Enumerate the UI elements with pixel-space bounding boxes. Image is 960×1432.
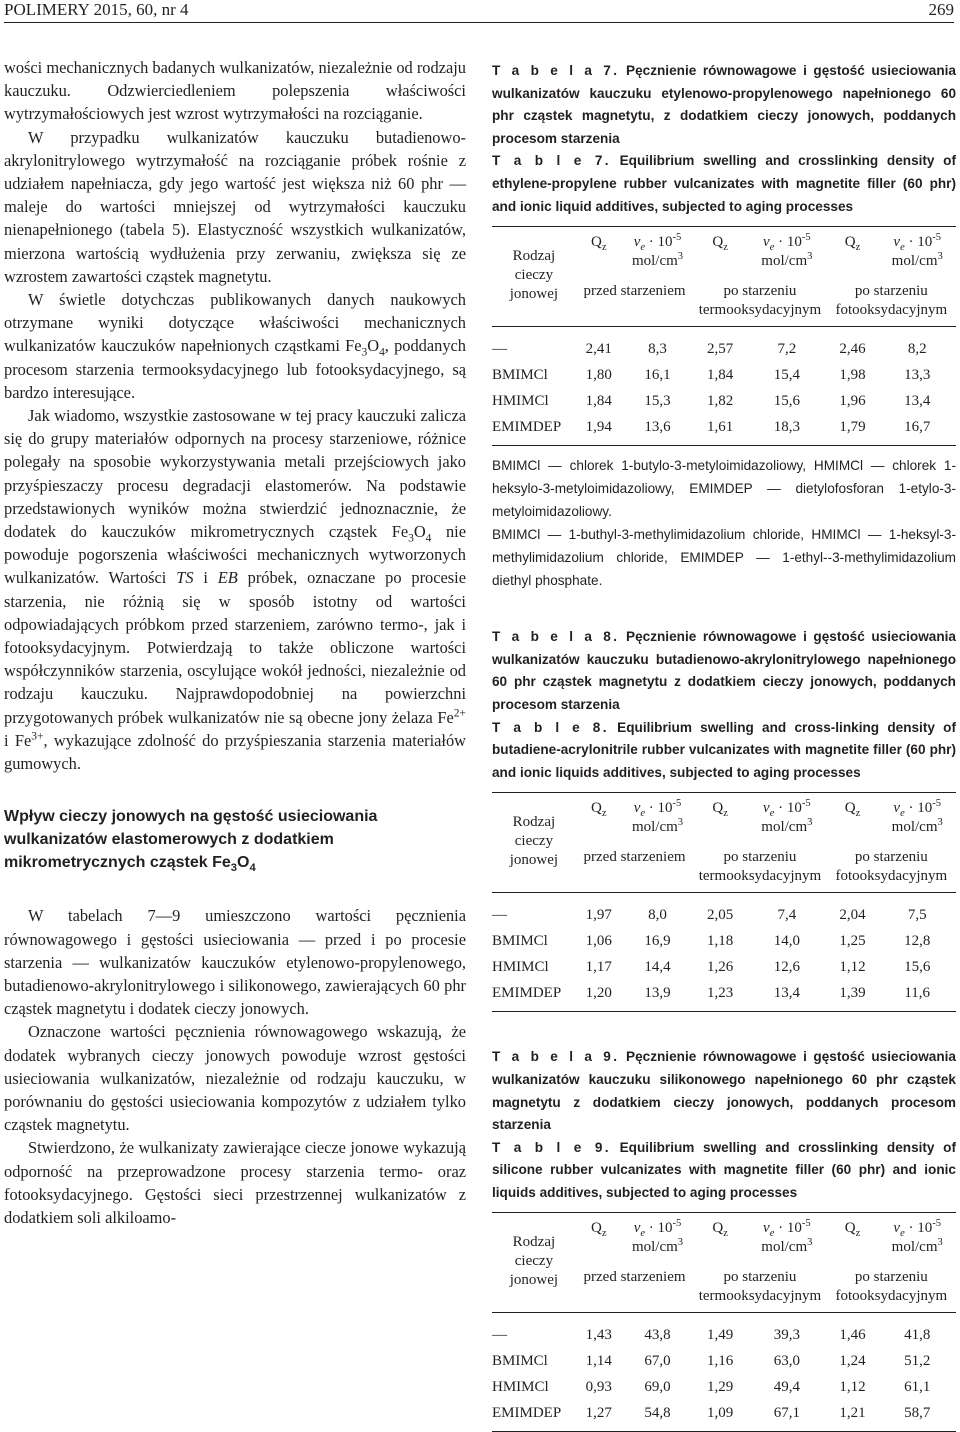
- running-header: [4, 0, 954, 23]
- table-cell: 51,2: [904, 1353, 931, 1370]
- table-cell: 15,6: [773, 393, 800, 410]
- table-cell: 8,0: [648, 907, 667, 924]
- col-group-photo: po starzeniu fotooksydacyjnym: [835, 283, 948, 319]
- col-header-ve-before: $v_e \cdot 10^{-5}$ mol/$cm^3$: [631, 798, 684, 836]
- section-heading: Wpływ cieczy jonowych na gęstość usieciowania wulkanizatów elastomerowych z dodatkiem mikrometrycznych cząstek $Fe_3O_4$: [4, 808, 378, 875]
- col-group-thermo: po starzeniu termooksydacyjnym: [698, 283, 822, 319]
- row-label: BMIMCl: [492, 367, 548, 384]
- table-cell: 1,97: [585, 907, 612, 924]
- right-column: [492, 60, 956, 1432]
- table9-caption-en: T a b l e 9. Equilibrium swelling and crosslinking density of silicone rubber vulcanizates with magnetite filler (60 phr) and ionic liquids additives, subjected to aging processes: [492, 1139, 956, 1200]
- table-row: [492, 388, 956, 414]
- table9-caption-pl: T a b e l a 9. Pęcznienie równowagowe i gęstość usieciowania wulkanizatów kauczuku silikonowego napełnionego 60 phr cząstek magnetytu z dodatkiem cieczy jonowych, poddanych procesom starzenia: [492, 1049, 956, 1133]
- row-label: —: [492, 341, 507, 358]
- paragraph-5: W tabelach 7—9 umieszczono wartości pęcznienia równowagowego i gęstości usieciowania — przed i po procesie starzenia — wulkanizatów kauczuków etylenowo-propylenowego, butadienowo-akrylonitrylowego i silikonowego, zawierających 60 phr cząstek magnetytu i dodatek cieczy jonowych.: [4, 906, 466, 1019]
- table-row: [492, 362, 956, 388]
- table8-caption-en: T a b l e 8. Equilibrium swelling and cross-linking density of butadiene-acrylonitrile rubber vulcanizates with magnetite filler (60 phr) and ionic liquids additives, subjected to aging processes: [492, 719, 957, 780]
- table-cell: 1,06: [585, 933, 612, 950]
- table-cell: 43,8: [644, 1327, 671, 1344]
- table7-caption-en: T a b l e 7. Equilibrium swelling and crosslinking density of ethylene-propylene rubber vulcanizates with magnetite filler (60 phr) and ionic liquid additives, subjected to aging processes: [492, 153, 956, 214]
- table-cell: 15,6: [904, 959, 931, 976]
- table7-footnote-en: BMIMCl — 1-buthyl-3-methylimidazolium chloride, HMIMCl — 1-heksyl-3-methylimidazolium chloride, EMIMDEP — 1-ethyl--3-methylimidazolium diethyl phosphate.: [492, 527, 956, 589]
- row-label: BMIMCl: [492, 933, 548, 950]
- table-cell: 1,18: [706, 933, 734, 950]
- table-cell: 2,57: [706, 341, 734, 358]
- row-label: —: [492, 1327, 507, 1344]
- table-cell: 2,41: [585, 341, 612, 358]
- table-cell: 1,12: [839, 1379, 866, 1396]
- table-cell: 13,4: [773, 985, 800, 1002]
- table-cell: 15,3: [644, 393, 671, 410]
- table9-body: [492, 1313, 956, 1432]
- table8-header: [492, 793, 956, 893]
- col-header-qz-photo: $Q_z$: [844, 1220, 861, 1240]
- col-group-before: przed starzeniem: [583, 1269, 686, 1286]
- table-cell: 1,84: [706, 367, 734, 384]
- table-cell: 11,6: [904, 985, 931, 1002]
- col-group-thermo: po starzeniu termooksydacyjnym: [698, 1269, 822, 1305]
- row-label: HMIMCl: [492, 1379, 549, 1396]
- table-row: [492, 1400, 956, 1432]
- col-header-qz-photo: $Q_z$: [844, 800, 861, 820]
- table7-body: [492, 327, 956, 446]
- row-label: EMIMDEP: [492, 985, 562, 1002]
- row-label: EMIMDEP: [492, 1405, 562, 1422]
- col-header-ve-before: $v_e \cdot 10^{-5}$ mol/$cm^3$: [631, 1218, 684, 1256]
- col-group-photo: po starzeniu fotooksydacyjnym: [835, 1269, 948, 1305]
- table-cell: 1,17: [585, 959, 612, 976]
- table-cell: 16,9: [644, 933, 671, 950]
- paragraph-1: wości mechanicznych badanych wulkanizatów, niezależnie od rodzaju kauczuku. Odzwierciedleniem polepszenia właściwości wytrzymałościowych jest wzrost wytrzymałości na rozciąganie.: [4, 58, 466, 124]
- table-cell: 1,61: [706, 419, 734, 436]
- table-cell: 8,3: [648, 341, 667, 358]
- table-cell: 8,2: [907, 341, 927, 358]
- journal-name: POLIMERY 2015, 60, nr 4: [4, 0, 189, 19]
- table-cell: 14,0: [773, 933, 800, 950]
- table-cell: 49,4: [773, 1379, 800, 1396]
- table-cell: 16,1: [644, 367, 671, 384]
- table-cell: 12,8: [904, 933, 931, 950]
- row-label: BMIMCl: [492, 1353, 548, 1370]
- table9: [492, 1212, 956, 1432]
- table-cell: 63,0: [773, 1353, 800, 1370]
- table7: [492, 226, 956, 446]
- col-header-qz-before: $Q_z$: [591, 1220, 607, 1240]
- table7-caption-pl: T a b e l a 7. Pęcznienie równowagowe i gęstość usieciowania wulkanizatów kauczuku etylenowo-propylenowego napełnionego 60 phr cząstek magnetytu, z dodatkiem cieczy jonowych, poddanych procesom starzenia: [492, 63, 956, 146]
- table-cell: 1,80: [585, 367, 612, 384]
- col-group-thermo: po starzeniu termooksydacyjnym: [698, 849, 822, 885]
- paragraph-3: W świetle dotychczas publikowanych danych naukowych otrzymane wyniki dotyczące właściwości mechanicznych wulkanizatów kauczuków napełnionych cząstkami $Fe_3O_4$, poddanych procesom starzenia termooksydacyjnego lub fotooksydacyjnego, są bardzo interesujące.: [4, 290, 466, 402]
- paragraph-4: Jak wiadomo, wszystkie zastosowane w tej pracy kauczuki zalicza się do grupy materiałów odpornych na procesy starzeniowe, różnice polegały na sposobie wykorzystywania metali przejściowych jako przyśpieszaczy procesu degradacji elastomerów. Na podstawie przedstawionych wyników można stwierdzić jednoznacznie, że dodatek do kauczuków mikrometrycznych cząstek $Fe_3O_4$ nie powoduje pogorszenia właściwości mechanicznych wytworzonych wulkanizatów. Wartości TS i EB próbek, oznaczane po procesie starzenia, nie różnią się w sposób istotny od wartości odpowiadających próbkom przed starzeniem, zarówno termo-, jak i fotooksydacyjnym. Potwierdzają to także obliczone wartości współczynników starzenia, oscylujące wokół jedności, niezależnie od rodzaju kauczuku. Najprawdopodobniej na powierzchni przygotowanych próbek wulkanizatów nie są obecne jony żelaza $Fe^{2+}$ i $Fe^{3+}$, wykazujące zdolność do przyśpieszania starzenia materiałów gumowych.: [4, 406, 466, 774]
- table-cell: 39,3: [773, 1327, 800, 1344]
- table-cell: 1,98: [839, 367, 866, 384]
- header-row: [492, 793, 956, 840]
- table-cell: 7,4: [777, 907, 797, 924]
- table-cell: 1,79: [839, 419, 866, 436]
- table-cell: 1,27: [585, 1405, 612, 1422]
- col-header-qz-thermo: $Q_z$: [712, 234, 728, 254]
- table-cell: 1,12: [839, 959, 866, 976]
- col-group-photo: po starzeniu fotooksydacyjnym: [835, 849, 948, 885]
- table-cell: 1,09: [706, 1405, 734, 1422]
- col-header-ve-before: $v_e \cdot 10^{-5}$ mol/$cm^3$: [631, 232, 684, 270]
- table-cell: 2,46: [839, 341, 866, 358]
- table-cell: 18,3: [773, 419, 800, 436]
- row-label: EMIMDEP: [492, 419, 562, 436]
- table-cell: 1,84: [585, 393, 612, 410]
- table-cell: 13,3: [904, 367, 931, 384]
- table-cell: 67,1: [773, 1405, 800, 1422]
- table-row: [492, 1348, 956, 1374]
- table-cell: 7,2: [777, 341, 797, 358]
- paragraph-2: W przypadku wulkanizatów kauczuku butadienowo-akrylonitrylowego wytrzymałość na rozciąganie próbek rośnie z udziałem napełniacza, gdy jego wartość jest większa niż 60 phr — maleje do wartości mniejszej od wytrzymałości kauczuku nienapełnionego (tabela 5). Elastyczność wszystkich wulkanizatów, mierzona wartością wydłużenia przy zerwaniu, zwiększa się ze wzrostem zawartości cząstek magnetytu.: [4, 127, 466, 286]
- table-row: [492, 414, 956, 446]
- header-row: [492, 1213, 956, 1260]
- table-cell: 2,05: [706, 907, 734, 924]
- table-cell: 1,49: [706, 1327, 734, 1344]
- table-cell: 1,25: [839, 933, 866, 950]
- table-cell: 1,94: [585, 419, 612, 436]
- page-number: 269: [928, 0, 954, 19]
- table-cell: 13,4: [904, 393, 931, 410]
- table-cell: 0,93: [585, 1379, 612, 1396]
- col-header-ionic-liquid: Rodzaj cieczy jonowej: [509, 1234, 559, 1289]
- paragraph-7: Stwierdzono, że wulkanizaty zawierające ciecze jonowe wykazują odporność na przeprowadzone procesy starzenia termo- oraz fotooksydacyjnego. Gęstości sieci przestrzennej wulkanizatów z dodatkiem soli alkiloamo-: [4, 1138, 466, 1227]
- table7-header: [492, 227, 956, 327]
- table-cell: 15,4: [773, 367, 800, 384]
- row-label: HMIMCl: [492, 959, 549, 976]
- row-label: HMIMCl: [492, 393, 549, 410]
- left-column: [4, 56, 466, 1229]
- table-cell: 2,04: [839, 907, 866, 924]
- paragraph-6: Oznaczone wartości pęcznienia równowagowego wskazują, że dodatek wybranych cieczy jonowych powoduje wzrost gęstości usieciowania wulkanizatów, niezależnie od rodzaju kauczuku, w porównaniu do gęstości usieciowania kompozytów z udziałem tylko cząstek magnetytu.: [4, 1022, 466, 1135]
- col-header-ve-photo: $v_e \cdot 10^{-5}$ mol/$cm^3$: [891, 232, 943, 270]
- table-cell: 1,26: [706, 959, 734, 976]
- table-row: [492, 928, 956, 954]
- table-cell: 67,0: [644, 1353, 671, 1370]
- table8-caption-pl: T a b e l a 8. Pęcznienie równowagowe i gęstość usieciowania wulkanizatów kauczuku butadienowo-akrylonitrylowego napełnionego 60 phr cząstek magnetytu z dodatkiem cieczy jonowych, poddanych procesom starzenia: [492, 629, 956, 712]
- table-cell: 1,16: [706, 1353, 734, 1370]
- table-cell: 1,20: [585, 985, 612, 1002]
- col-header-ve-thermo: $v_e \cdot 10^{-5}$ mol/$cm^3$: [761, 798, 813, 836]
- table-cell: 1,23: [706, 985, 734, 1002]
- col-header-qz-before: $Q_z$: [591, 800, 607, 820]
- table-cell: 12,6: [773, 959, 800, 976]
- table-cell: 58,7: [904, 1405, 931, 1422]
- table-cell: 1,24: [839, 1353, 866, 1370]
- col-header-ionic-liquid: Rodzaj cieczy jonowej: [509, 248, 559, 303]
- table-row: [492, 1313, 956, 1349]
- table-cell: 61,1: [904, 1379, 931, 1396]
- table-cell: 1,39: [839, 985, 866, 1002]
- table8-body: [492, 893, 956, 1012]
- table-cell: 1,82: [706, 393, 734, 410]
- table-cell: 41,8: [904, 1327, 931, 1344]
- table-cell: 1,14: [585, 1353, 612, 1370]
- table-cell: 13,9: [644, 985, 671, 1002]
- table-cell: 7,5: [907, 907, 927, 924]
- table-row: [492, 327, 956, 363]
- table-row: [492, 954, 956, 980]
- table8: [492, 792, 956, 1012]
- table-cell: 54,8: [644, 1405, 671, 1422]
- col-header-qz-thermo: $Q_z$: [712, 800, 728, 820]
- table-cell: 1,29: [706, 1379, 734, 1396]
- table-cell: 1,96: [839, 393, 866, 410]
- table-cell: 1,21: [839, 1405, 866, 1422]
- row-label: —: [492, 907, 507, 924]
- table-cell: 16,7: [904, 419, 931, 436]
- table-row: [492, 980, 956, 1012]
- table-cell: 13,6: [644, 419, 671, 436]
- col-header-ve-photo: $v_e \cdot 10^{-5}$ mol/$cm^3$: [891, 798, 943, 836]
- table-row: [492, 893, 956, 929]
- col-header-ionic-liquid: Rodzaj cieczy jonowej: [509, 814, 559, 869]
- table-cell: 1,46: [839, 1327, 866, 1344]
- table-cell: 14,4: [644, 959, 671, 976]
- col-group-before: przed starzeniem: [583, 849, 686, 866]
- col-group-before: przed starzeniem: [583, 283, 686, 300]
- col-header-ve-thermo: $v_e \cdot 10^{-5}$ mol/$cm^3$: [761, 1218, 813, 1256]
- table9-header: [492, 1213, 956, 1313]
- col-header-qz-before: $Q_z$: [591, 234, 607, 254]
- table-cell: 69,0: [644, 1379, 671, 1396]
- table-row: [492, 1374, 956, 1400]
- table7-footnote-pl: BMIMCl — chlorek 1-butylo-3-metyloimidazoliowy, HMIMCl — chlorek 1-heksylo-3-metyloimidazoliowy, EMIMDEP — dietylofosforan 1-etylo-3-metyloimidazoliowy.: [492, 458, 956, 520]
- header-row: [492, 227, 956, 274]
- col-header-qz-thermo: $Q_z$: [712, 1220, 728, 1240]
- col-header-ve-thermo: $v_e \cdot 10^{-5}$ mol/$cm^3$: [761, 232, 813, 270]
- col-header-ve-photo: $v_e \cdot 10^{-5}$ mol/$cm^3$: [891, 1218, 943, 1256]
- table-cell: 1,43: [585, 1327, 612, 1344]
- col-header-qz-photo: $Q_z$: [844, 234, 861, 254]
